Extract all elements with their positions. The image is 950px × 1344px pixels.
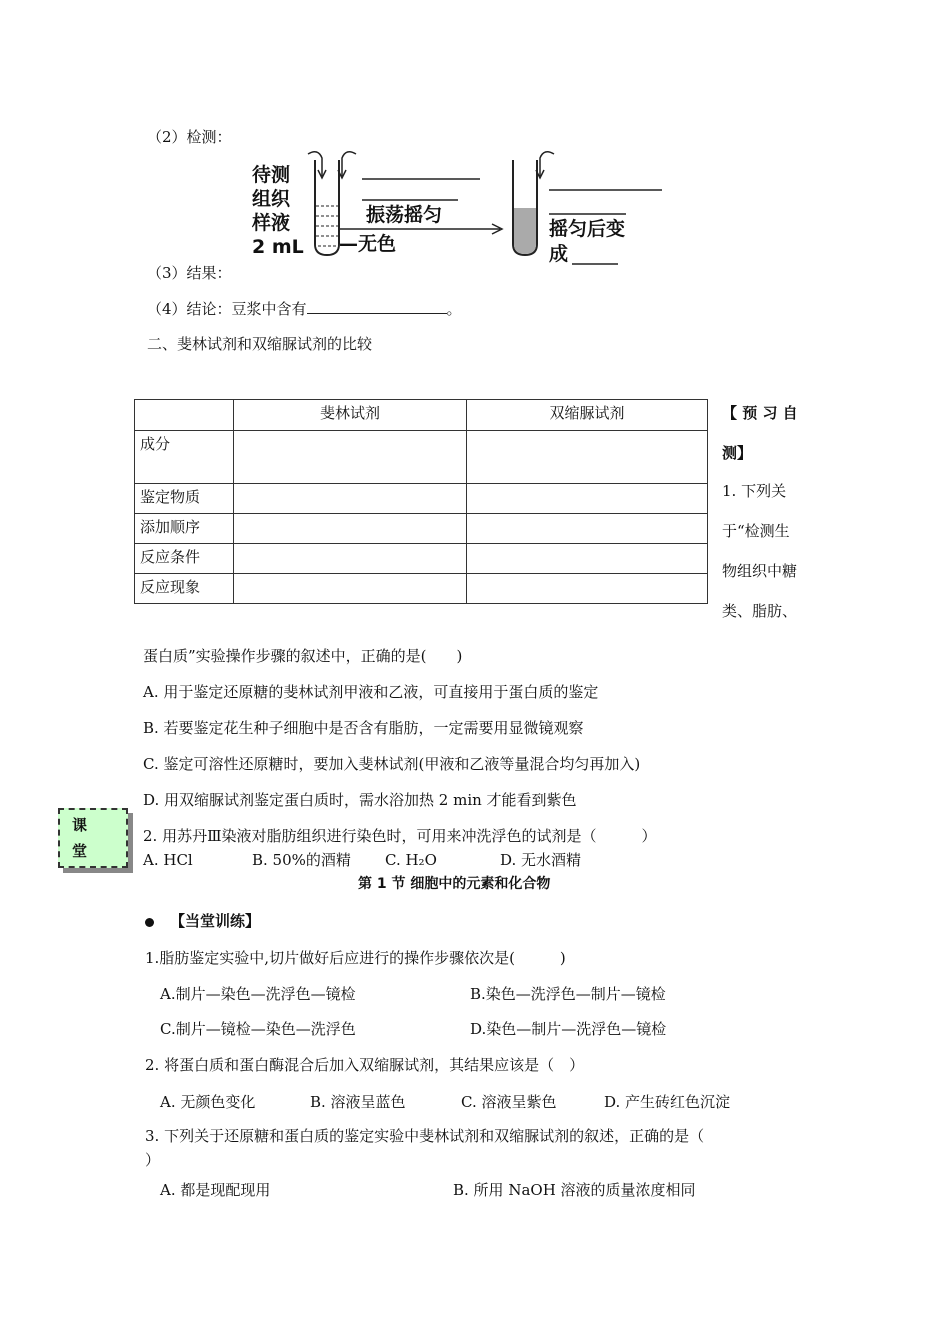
sample-line-2: 组织 <box>252 188 291 210</box>
conclusion-label <box>147 299 462 318</box>
practice-q2-option-d: D. 产生砖红色沉淀 <box>604 1093 731 1111</box>
table-cell <box>234 431 467 484</box>
table-cell <box>467 574 708 604</box>
practice-q2-option-b: B. 溶液呈蓝色 <box>310 1093 406 1111</box>
test-tube-icon <box>513 160 537 255</box>
table-cell <box>234 484 467 514</box>
sample-line-3: 样液 <box>252 212 291 234</box>
practice-q3-option-b: B. 所用 NaOH 溶液的质量浓度相同 <box>453 1181 696 1199</box>
preview-q2: 2. 用苏丹Ⅲ染液对脂肪组织进行染色时，可用来冲洗浮色的试剂是（ ） <box>143 827 657 845</box>
table-cell <box>234 544 467 574</box>
preview-q2-option-a: A. HCl <box>143 851 193 869</box>
table-header-row <box>135 400 708 431</box>
preview-heading-line-2: 测】 <box>722 444 753 462</box>
after-shake-line-2: 成 <box>549 243 569 265</box>
preview-q1-line-1: 1. 下列关 <box>722 482 787 500</box>
table-cell <box>467 431 708 484</box>
section-title: 第 1 节 细胞中的元素和化合物 <box>358 876 551 892</box>
table-cell <box>467 514 708 544</box>
preview-q1-continued: 蛋白质”实验操作步骤的叙述中，正确的是( ) <box>143 647 463 665</box>
badge-line-1: 课 <box>72 816 88 834</box>
preview-q1-line-2: 于“检测生 <box>722 522 790 540</box>
conclusion-blank <box>307 299 447 314</box>
practice-q2: 2. 将蛋白质和蛋白酶混合后加入双缩脲试剂，其结果应该是（ ） <box>145 1056 585 1074</box>
table-cell <box>234 514 467 544</box>
table-row-label: 反应条件 <box>135 544 234 574</box>
practice-q1-option-a: A.制片—染色—洗浮色—镜检 <box>160 985 356 1003</box>
preview-q2-option-c: C. H₂O <box>385 851 437 869</box>
preview-q1-option-b: B. 若要鉴定花生种子细胞中是否含有脂肪，一定需要用显微镜观察 <box>143 719 584 737</box>
table-row <box>135 484 708 514</box>
preview-q1-line-3: 物组织中糖 <box>722 562 798 580</box>
classroom-badge <box>58 808 128 868</box>
preview-q1-option-d: D. 用双缩脲试剂鉴定蛋白质时，需水浴加热 2 min 才能看到紫色 <box>143 791 577 809</box>
preview-q2-option-d: D. 无水酒精 <box>500 851 582 869</box>
practice-q2-option-a: A. 无颜色变化 <box>160 1093 256 1111</box>
sample-line-1: 待测 <box>252 164 291 186</box>
table-row-label: 添加顺序 <box>135 514 234 544</box>
section2-title: 二、斐林试剂和双缩脲试剂的比较 <box>147 335 373 353</box>
table-row <box>135 514 708 544</box>
table-header-cell <box>135 400 234 431</box>
detection-label: （2）检测： <box>147 128 232 146</box>
shake-label: 振荡摇匀 <box>366 204 443 226</box>
practice-q3-line-1: 3. 下列关于还原糖和蛋白质的鉴定实验中斐林试剂和双缩脲试剂的叙述，正确的是（ <box>145 1127 705 1145</box>
practice-heading-text: 【当堂训练】 <box>170 912 261 930</box>
practice-q3-option-a: A. 都是现配现用 <box>160 1181 271 1199</box>
practice-heading <box>145 912 260 930</box>
practice-q1-option-b: B.染色—洗浮色—制片—镜检 <box>470 985 666 1003</box>
practice-q1: 1.脂肪鉴定实验中,切片做好后应进行的操作步骤依次是( ) <box>145 949 566 967</box>
badge-line-2: 堂 <box>72 842 88 860</box>
practice-q1-option-d: D.染色—制片—洗浮色—镜检 <box>470 1020 667 1038</box>
bullet-icon <box>145 918 154 927</box>
table-row <box>135 544 708 574</box>
dropper-arrow-icon <box>536 152 554 178</box>
practice-q3-line-2: ） <box>145 1151 161 1169</box>
table-row-label: 成分 <box>135 431 234 484</box>
table-row-label: 反应现象 <box>135 574 234 604</box>
result-label: （3）结果： <box>147 264 232 282</box>
table-header-cell: 双缩脲试剂 <box>467 400 708 431</box>
table-cell <box>467 484 708 514</box>
preview-q1-option-c: C. 鉴定可溶性还原糖时，要加入斐林试剂(甲液和乙液等量混合均匀再加入) <box>143 755 641 773</box>
colorless-label: —无色 <box>339 233 397 255</box>
sample-line-4: 2 mL <box>252 236 304 258</box>
table-cell <box>234 574 467 604</box>
after-shake-line-1: 摇匀后变 <box>549 218 626 240</box>
conclusion-end: 。 <box>446 300 462 318</box>
table-row <box>135 431 708 484</box>
table-header-cell: 斐林试剂 <box>234 400 467 431</box>
conclusion-text: （4）结论：豆浆中含有 <box>147 300 307 318</box>
practice-q2-option-c: C. 溶液呈紫色 <box>461 1093 557 1111</box>
practice-q1-option-c: C.制片—镜检—染色—洗浮色 <box>160 1020 356 1038</box>
comparison-table <box>134 399 708 604</box>
table-cell <box>467 544 708 574</box>
table-row <box>135 574 708 604</box>
preview-q2-option-b: B. 50%的酒精 <box>252 851 351 869</box>
preview-q1-option-a: A. 用于鉴定还原糖的斐林试剂甲液和乙液，可直接用于蛋白质的鉴定 <box>143 683 599 701</box>
test-tube-icon <box>315 160 339 255</box>
preview-q1-line-4: 类、脂肪、 <box>722 602 798 620</box>
preview-heading-line-1: 【 预 习 自 <box>722 404 798 422</box>
table-row-label: 鉴定物质 <box>135 484 234 514</box>
